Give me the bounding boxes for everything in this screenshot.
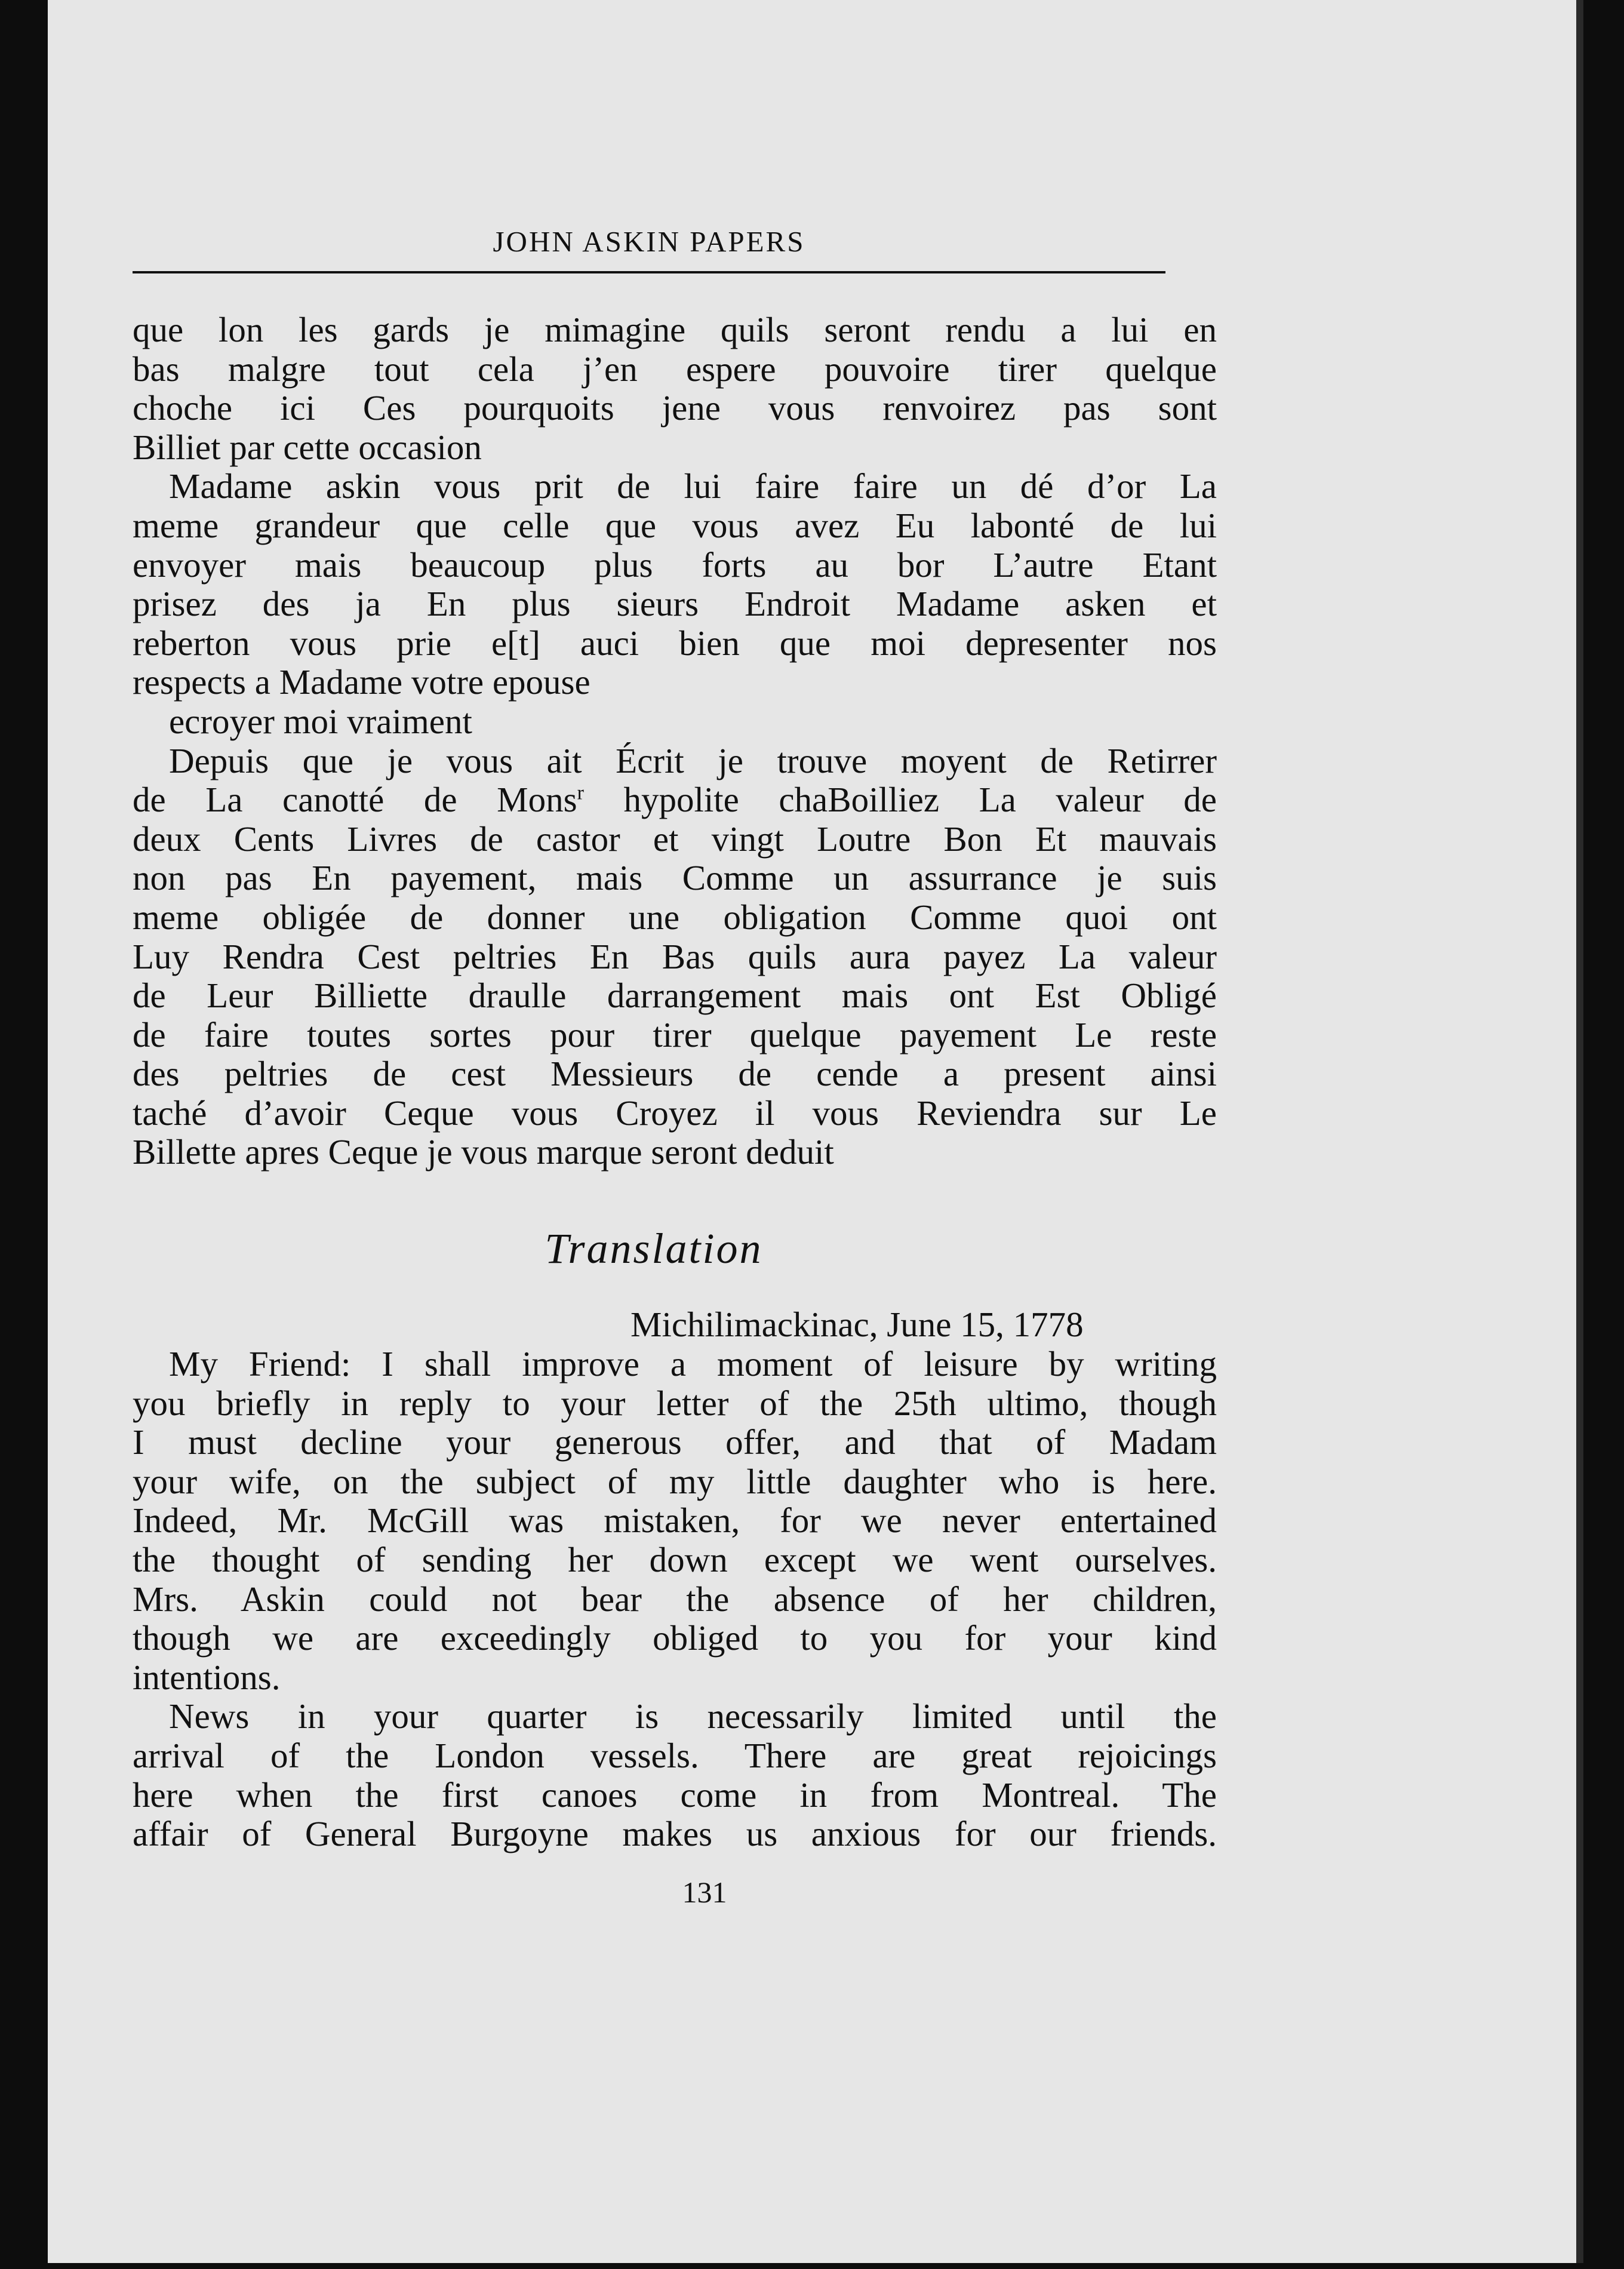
translation-text [133,1345,1217,1854]
mons-line-rest: hypolite chaBoilliez La valeur de [583,780,1217,820]
text-line: intentions. [133,1657,281,1697]
text-line: choche ici Ces pourquoits jene vous renvoirez pas sont [133,388,1217,428]
superscript-r: r [577,782,584,804]
french-text [133,310,1217,1172]
text-line: reberton vous prie e[t] auci bien que moi depresenter nos [133,623,1217,663]
text-line: prisez des ja En plus sieurs Endroit Madame asken et [133,584,1217,624]
text-line: non pas En payement, mais Comme un assurrance je suis [133,858,1217,898]
text-line: your wife, on the subject of my little daughter who is here. [133,1461,1217,1501]
text-line: though we are exceedingly obliged to you for your kind [133,1618,1217,1658]
text-line: Madame askin vous prit de lui faire faire un dé d’or La [169,466,1217,506]
text-line: bas malgre tout cela j’en espere pouvoire tirer quelque [133,349,1217,389]
text-line: here when the first canoes come in from Montreal. The [133,1775,1217,1815]
text-line: Luy Rendra Cest peltries En Bas quils aura payez La valeur [133,936,1217,976]
text-line: meme grandeur que celle que vous avez Eu labonté de lui [133,505,1217,545]
text-line: envoyer mais beaucoup plus forts au bor L’autre Etant [133,545,1217,585]
text-line: de faire toutes sortes pour tirer quelque payement Le reste [133,1014,1217,1054]
text-line: ecroyer moi vraiment [169,701,472,741]
text-line: Billette apres Ceque je vous marque seront deduit [133,1132,834,1172]
text-line: deux Cents Livres de castor et vingt Loutre Bon Et mauvais [133,819,1217,859]
text-line: you briefly in reply to your letter of the 25th ultimo, though [133,1383,1217,1423]
text-line: the thought of sending her down except we went ourselves. [133,1539,1217,1579]
text-line: Depuis que je vous ait Écrit je trouve moyent de Retirrer [169,740,1217,780]
header-rule [133,271,1165,273]
text-line: Mrs. Askin could not bear the absence of her children, [133,1579,1217,1619]
text-line-mons [133,780,1217,820]
text-line: taché d’avoir Ceque vous Croyez il vous Reviendra sur Le [133,1093,1217,1133]
text-line: My Friend: I shall improve a moment of leisure by writing [169,1344,1217,1383]
dateline: Michilimackinac, June 15, 1778 [630,1305,1084,1344]
text-line: meme obligée de donner une obligation Comme quoi ont [133,897,1217,937]
translation-heading: Translation [545,1225,763,1272]
text-line: News in your quarter is necessarily limited until the [169,1696,1217,1736]
text-line: affair of General Burgoyne makes us anxious for our friends. [133,1814,1217,1854]
text-line: respects a Madame votre epouse [133,662,590,702]
text-line: des peltries de cest Messieurs de cende a present ainsi [133,1054,1217,1094]
text-line: Indeed, Mr. McGill was mistaken, for we never entertained [133,1501,1217,1541]
mons-text: de La canotté de Mons [133,780,577,820]
text-line: arrival of the London vessels. There are great rejoicings [133,1735,1217,1775]
text-line: I must decline your generous offer, and that of Madam [133,1422,1217,1462]
text-line: Billiet par cette occasion [133,427,482,467]
text-line: que lon les gards je mimagine quils seront rendu a lui en [133,310,1217,349]
running-header: JOHN ASKIN PAPERS [493,225,805,258]
text-line: de Leur Billiette draulle darrangement mais ont Est Obligé [133,976,1217,1016]
page-number: 131 [682,1876,727,1909]
